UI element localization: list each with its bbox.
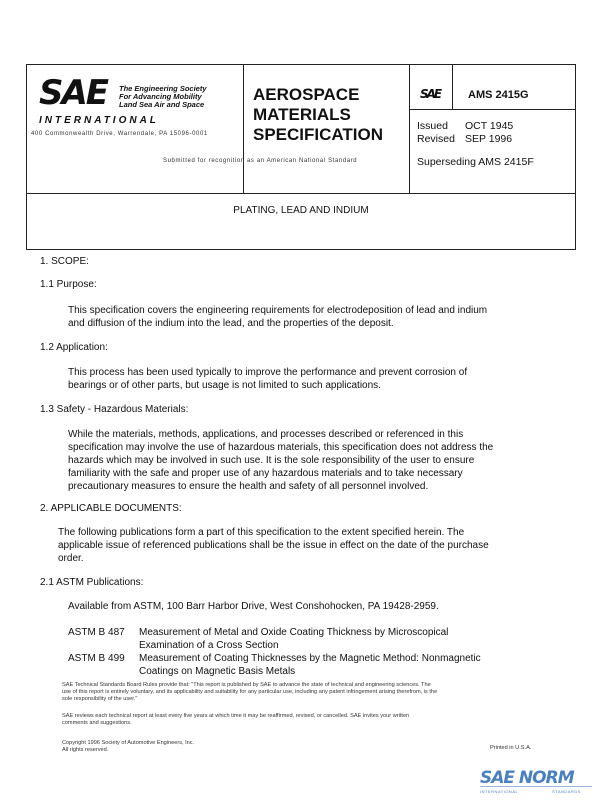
reference-desc: Measurement of Coating Thicknesses by the Magnetic Method: Nonmagnetic Coatings on Magnetic Basis Metals xyxy=(139,653,481,677)
revised-label: Revised xyxy=(417,133,455,145)
reference-list xyxy=(68,626,588,676)
title-box xyxy=(26,193,576,250)
header-box xyxy=(26,64,576,194)
divider xyxy=(243,65,244,193)
section-1-1-text: This specification covers the engineering requirements for electrodeposition of lead and indium and diffusion of the indium into the lead, and the properties of the deposit. xyxy=(68,305,488,329)
footer-rules: SAE Technical Standards Board Rules provide that: "This report is published by SAE to advance the state of technical and engineering sciences. The use of this report is entirely voluntary, and its applicability and suitability for any particular use, including any patent infringement arising therefrom, is the sole responsibility of the user." xyxy=(62,682,438,702)
divider xyxy=(409,109,575,110)
sae-logo: SAE xyxy=(39,73,108,113)
sae-norm-watermark: SAE NORM INTERNATIONAL STANDARDS xyxy=(480,768,592,800)
printed-note: Printed in U.S.A. xyxy=(490,745,532,751)
reference-code: ASTM B 499 xyxy=(68,653,125,664)
superseding: Superseding AMS 2415F xyxy=(417,156,534,168)
address: 400 Commonwealth Drive, Warrendale, PA 15096-0001 xyxy=(31,131,208,137)
international-label: INTERNATIONAL xyxy=(39,115,159,126)
doc-title: PLATING, LEAD AND INDIUM xyxy=(233,205,369,216)
divider xyxy=(452,65,453,109)
section-1-1-heading: 1.1 Purpose: xyxy=(40,279,97,290)
section-2-text: The following publications form a part of this specification to the extent specified herein. The applicable issue of referenced publications shall be the issue in effect on the date of the purchase order. xyxy=(58,527,489,564)
section-1-2-text: This process has been used typically to improve the performance and prevent corrosion of bearings or of other parts, but usage is not limited to such applications. xyxy=(68,367,468,391)
issued-label: Issued xyxy=(417,120,448,132)
section-2-1-text: Available from ASTM, 100 Barr Harbor Drive, West Conshohocken, PA 19428-2959. xyxy=(68,601,439,612)
reference-code: ASTM B 487 xyxy=(68,627,125,638)
doc-number: AMS 2415G xyxy=(468,89,529,101)
submitted-note: Submitted for recognition as an American National Standard xyxy=(163,158,358,164)
org-tagline: The Engineering Society For Advancing Mobility Land Sea Air and Space xyxy=(119,84,207,109)
revised-date: SEP 1996 xyxy=(465,133,513,145)
section-1-3-heading: 1.3 Safety - Hazardous Materials: xyxy=(40,404,189,415)
section-1-2-heading: 1.2 Application: xyxy=(40,342,108,353)
sae-small-logo: SAE xyxy=(420,87,441,101)
copyright: Copyright 1996 Society of Automotive Engineers, Inc. All rights reserved. xyxy=(62,740,195,753)
watermark-text: SAE NORM xyxy=(480,768,574,788)
section-1-heading: 1. SCOPE: xyxy=(40,256,89,267)
section-2-heading: 2. APPLICABLE DOCUMENTS: xyxy=(40,503,182,514)
section-1-3-text: While the materials, methods, applications, and processes described or referenced in this specification may involve the use of hazardous materials, this specification does not address the hazards which may be involved in such use. It is the sole responsibility of the user to ensure familiarity with the safe and proper use of any hazardous materials and to take necessary precautionary measures to ensure the health and safety of all personnel involved. xyxy=(68,429,494,492)
section-2-1-heading: 2.1 ASTM Publications: xyxy=(40,577,144,588)
issued-date: OCT 1945 xyxy=(465,120,514,132)
page-title: AEROSPACE MATERIALS SPECIFICATION xyxy=(253,85,384,144)
footer-review: SAE reviews each technical report at least every five years at which time it may be reaffirmed, revised, or cancelled. SAE invites your written comments and suggestions. xyxy=(62,713,410,726)
divider xyxy=(409,65,410,193)
reference-desc: Measurement of Metal and Oxide Coating Thickness by Microscopical Examination of a Cross Section xyxy=(139,627,449,651)
